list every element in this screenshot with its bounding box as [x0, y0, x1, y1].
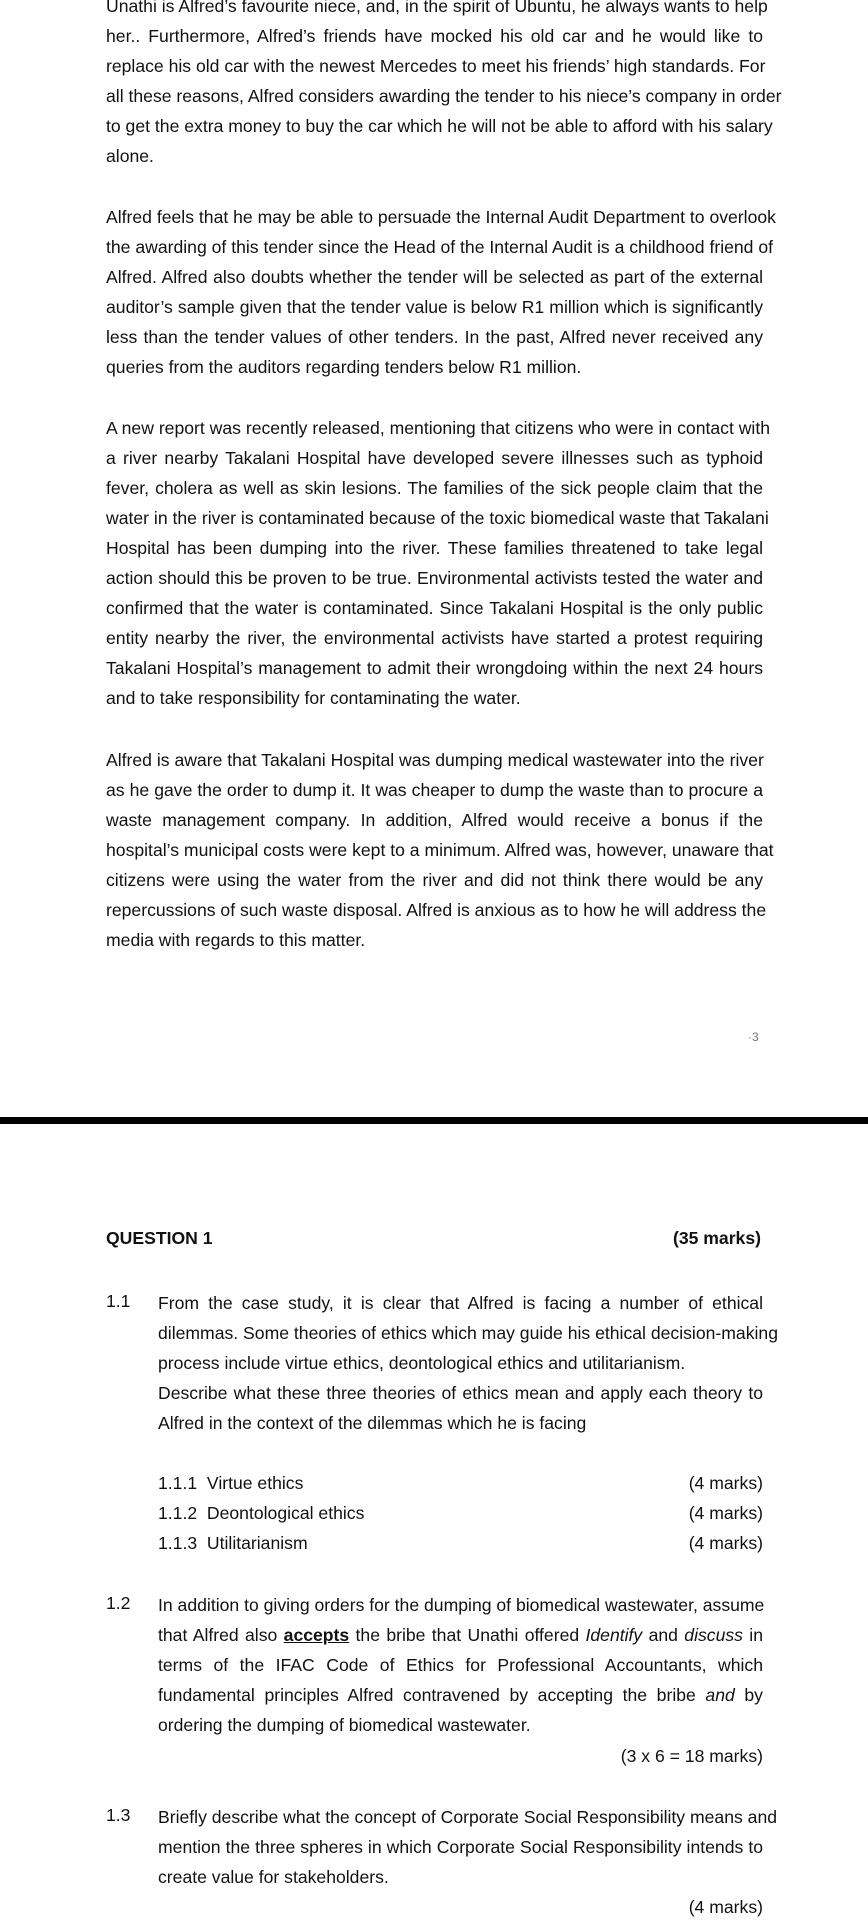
text-line: media with regards to this matter.	[106, 930, 366, 950]
text-line: terms of the IFAC Code of Ethics for Professional Accountants, which	[158, 1655, 763, 1675]
case-paragraph-2	[106, 202, 776, 382]
text-line: A new report was recently released, mentioning that citizens who were in contact with	[106, 418, 771, 438]
case-paragraph-1	[106, 0, 782, 171]
question-number-1-1: 1.1	[106, 1291, 131, 1311]
subquestion-1-1-1	[158, 1468, 763, 1498]
text-line: fundamental principles Alfred contravened by accepting the bribe and by	[158, 1685, 763, 1705]
text-line: In addition to giving orders for the dumping of biomedical wastewater, assume	[158, 1595, 765, 1615]
text-line: and to take responsibility for contaminating the water.	[106, 688, 521, 708]
text-line: all these reasons, Alfred considers awarding the tender to his niece’s company in order	[106, 86, 782, 106]
question-title: QUESTION 1	[106, 1228, 213, 1248]
text-line: waste management company. In addition, Alfred would receive a bonus if the	[106, 810, 763, 830]
text-line: Alfred is aware that Takalani Hospital was dumping medical wastewater into the river	[106, 750, 764, 770]
text-line: repercussions of such waste disposal. Alfred is anxious as to how he will address the	[106, 900, 767, 920]
text-line: confirmed that the water is contaminated. Since Takalani Hospital is the only public	[106, 598, 763, 618]
text-line: ordering the dumping of biomedical wastewater.	[158, 1715, 531, 1735]
text-line: less than the tender values of other tenders. In the past, Alfred never received any	[106, 327, 763, 347]
text-line: that Alfred also accepts the bribe that Unathi offered Identify and discuss in	[158, 1625, 763, 1645]
text-line: entity nearby the river, the environmental activists have started a protest requiring	[106, 628, 763, 648]
page-divider	[0, 1117, 868, 1124]
case-paragraph-4	[106, 745, 774, 955]
text-line: mention the three spheres in which Corporate Social Responsibility intends to	[158, 1837, 763, 1857]
question-1-2-text	[158, 1590, 763, 1740]
emphasis-accepts: accepts	[283, 1625, 350, 1645]
question-number-1-2: 1.2	[106, 1593, 131, 1613]
text-line: Alfred. Alfred also doubts whether the tender will be selected as part of the external	[106, 267, 763, 287]
text-line: Takalani Hospital’s management to admit their wrongdoing within the next 24 hours	[106, 658, 763, 678]
subquestion-1-1-3	[158, 1528, 763, 1558]
text-line: alone.	[106, 146, 154, 166]
text-line: the awarding of this tender since the Head of the Internal Audit is a childhood friend of	[106, 237, 774, 257]
question-1-3-marks: (4 marks)	[688, 1897, 763, 1917]
text-line: water in the river is contaminated because of the toxic biomedical waste that Takalani	[106, 508, 769, 528]
text-line: Alfred in the context of the dilemmas which he is facing	[158, 1413, 587, 1433]
text-line: auditor’s sample given that the tender value is below R1 million which is significantly	[106, 297, 763, 317]
question-total-marks: (35 marks)	[672, 1228, 761, 1248]
question-number-1-3: 1.3	[106, 1805, 131, 1825]
text-line: hospital’s municipal costs were kept to a minimum. Alfred was, however, unaware that	[106, 840, 774, 860]
text-line: a river nearby Takalani Hospital have developed severe illnesses such as typhoid	[106, 448, 763, 468]
text-line: Describe what these three theories of ethics mean and apply each theory to	[158, 1383, 763, 1403]
text-line: From the case study, it is clear that Alfred is facing a number of ethical	[158, 1293, 763, 1313]
subquestion-1-1-2	[158, 1498, 763, 1528]
text-line: create value for stakeholders.	[158, 1867, 389, 1887]
text-line: process include virtue ethics, deontological ethics and utilitarianism.	[158, 1353, 686, 1373]
subquestion-marks: (4 marks)	[688, 1503, 763, 1523]
text-line: Alfred feels that he may be able to persuade the Internal Audit Department to overlook	[106, 207, 776, 227]
question-1-2-marks: (3 x 6 = 18 marks)	[620, 1746, 763, 1766]
subquestion-label: 1.1.2 Deontological ethics	[158, 1503, 365, 1523]
subquestion-marks: (4 marks)	[688, 1473, 763, 1493]
question-1-3-text	[158, 1802, 778, 1892]
subquestion-marks: (4 marks)	[688, 1533, 763, 1553]
text-line: citizens were using the water from the river and did not think there would be any	[106, 870, 763, 890]
text-line: Briefly describe what the concept of Corporate Social Responsibility means and	[158, 1807, 778, 1827]
case-paragraph-3	[106, 413, 771, 713]
text-line: fever, cholera as well as skin lesions. The families of the sick people claim that the	[106, 478, 763, 498]
text-line: replace his old car with the newest Mercedes to meet his friends’ high standards. For	[106, 56, 766, 76]
page-number: ·3	[748, 1030, 759, 1044]
text-line: action should this be proven to be true. Environmental activists tested the water and	[106, 568, 763, 588]
text-line: as he gave the order to dump it. It was cheaper to dump the waste than to procure a	[106, 780, 763, 800]
subquestion-label: 1.1.1 Virtue ethics	[158, 1473, 304, 1493]
text-line: queries from the auditors regarding tenders below R1 million.	[106, 357, 582, 377]
subquestion-label: 1.1.3 Utilitarianism	[158, 1533, 308, 1553]
question-1-1-text	[158, 1288, 778, 1438]
text-line: Hospital has been dumping into the river. These families threatened to take legal	[106, 538, 763, 558]
text-line: her.. Furthermore, Alfred’s friends have mocked his old car and he would like to	[106, 26, 763, 46]
text-line: Unathi is Alfred’s favourite niece, and, in the spirit of Ubuntu, he always wants to help	[106, 0, 768, 16]
text-line: dilemmas. Some theories of ethics which may guide his ethical decision-making	[158, 1323, 778, 1343]
text-line: to get the extra money to buy the car which he will not be able to afford with his salary	[106, 116, 773, 136]
